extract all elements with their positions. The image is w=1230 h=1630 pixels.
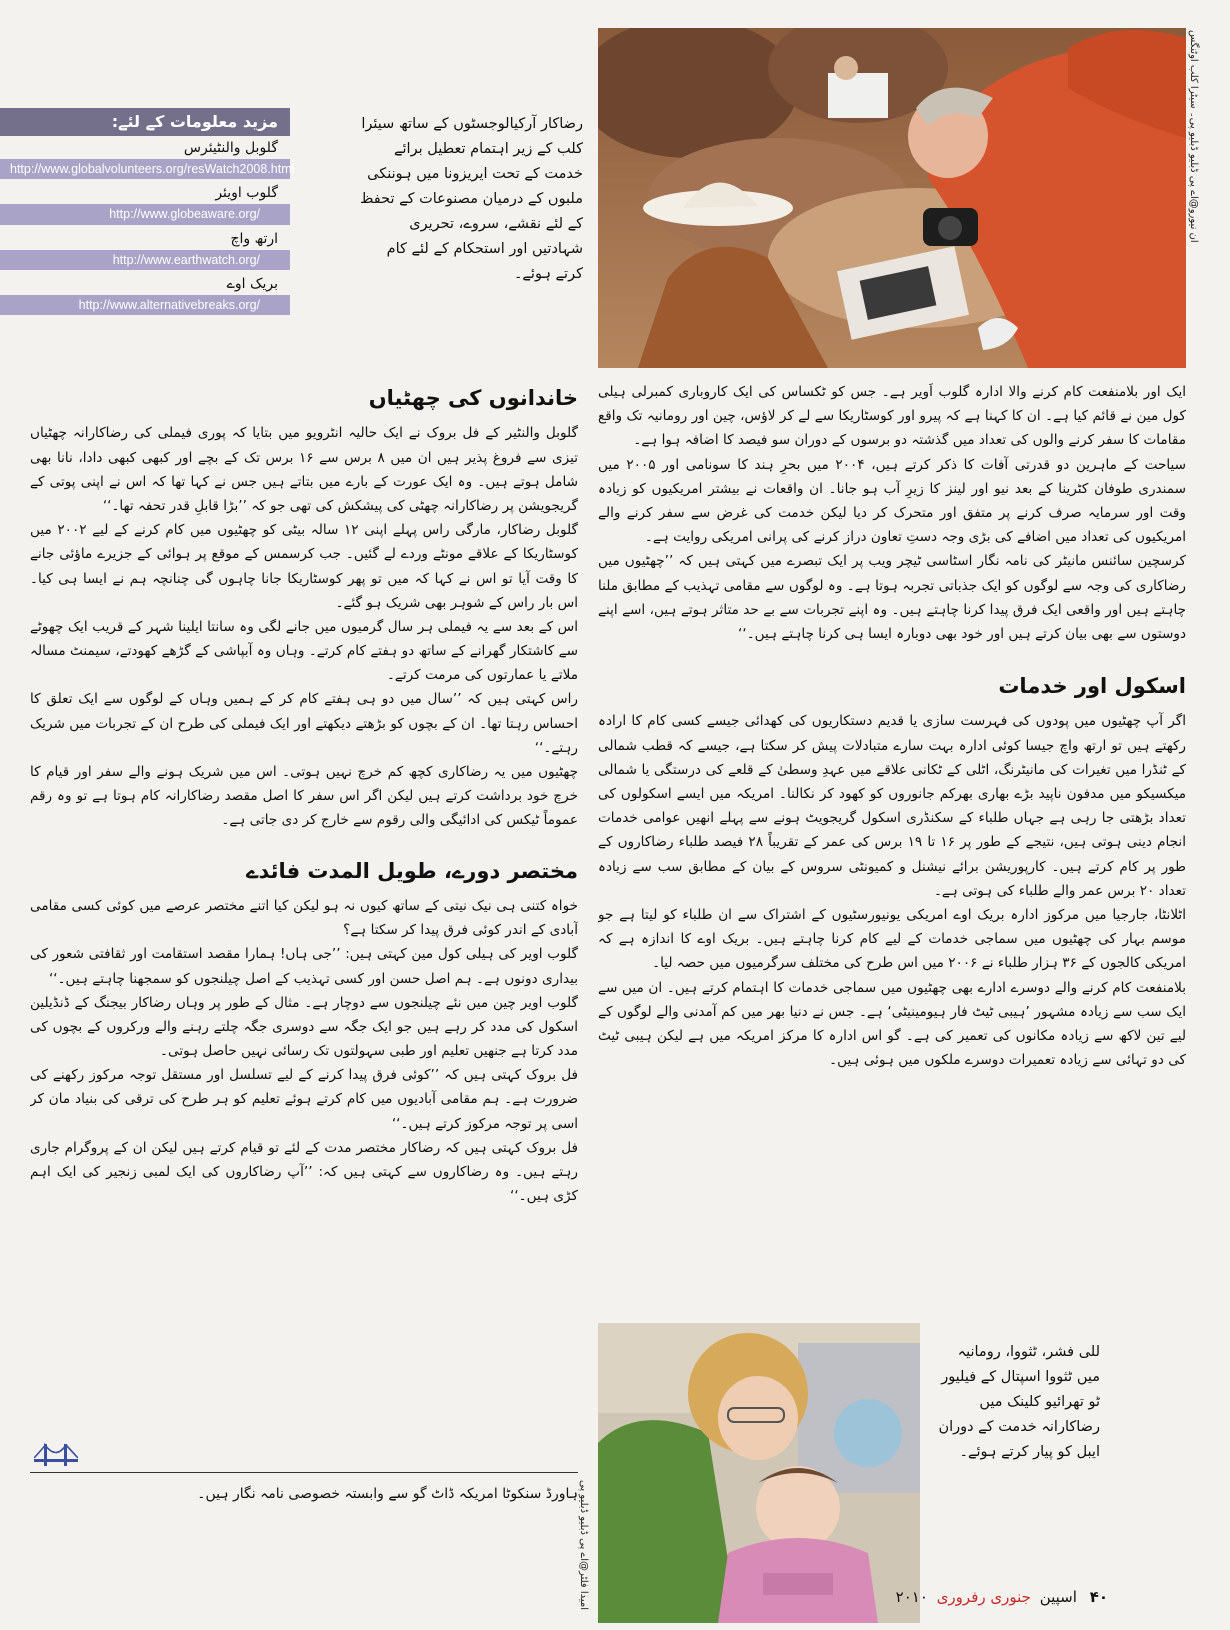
section-heading-short-trips: مختصر دورے، طویل المدت فائدے xyxy=(246,858,578,883)
info-item-name: بریک اوے xyxy=(226,275,278,292)
info-item xyxy=(0,227,290,270)
paragraph: فل بروک کہتی ہیں کہ ’’کوئی فرق پیدا کرنے کے لیے تسلسل اور مستقل توجہ مرکوز رکھنے کی ضرورت ہے۔ ہم مقامی آبادیوں میں کام کرتے ہوئے تعلیم کو ہر طرح کی ترقی کی بنیاد مان کر اسی پر توجہ مرکوز کرتے ہیں۔‘‘ xyxy=(30,1067,578,1132)
author-note: ہاورڈ سنکوٹا امریکہ ڈاٹ گو سے وابستہ خصوصی نامہ نگار ہیں۔ xyxy=(197,1486,578,1502)
info-item-link[interactable]: http://www.globalvolunteers.org/resWatch2008.html xyxy=(0,159,290,179)
info-item xyxy=(0,136,295,179)
bottom-photo-caption: للی فشر، ٹثووا، رومانیہ میں ٹثووا اسپتال کے فیلیور ٹو تھرائیو کلینک میں رضاکارانہ خدمت کے دوران ایبل کو پیار کرتے ہوئے۔ xyxy=(938,1344,1100,1460)
archaeology-photo-illustration xyxy=(598,28,1186,368)
section-heading-schools: اسکول اور خدمات xyxy=(998,674,1186,699)
info-item xyxy=(0,272,290,315)
right-column xyxy=(598,380,1186,1335)
bridge-icon xyxy=(34,1442,78,1468)
paragraph: بلامنفعت کام کرنے والے دوسرے ادارے بھی چھٹیوں میں سماجی خدمات کا اہتمام کرتے ہیں۔ ان میں سے ایک سب سے زیادہ مشہور ’ہیبی ٹیٹ فار ہیومینیٹی‘ ہے۔ جس نے دنیا بھر میں کم آمدنی والے لوگوں کے لیے تین لاکھ سے زیادہ مکانوں کی تعمیر کی ہے۔ گو اس ادارہ کا مرکز امریکہ میں ہے لیکن ہیبی ٹیٹ کی دو تہائی سے زیادہ تعمیرات دوسرے ملکوں میں ہوئی ہیں۔ xyxy=(598,979,1186,1069)
more-info-box xyxy=(0,108,295,317)
paragraph: گلوب اویر چین میں نئے چیلنجوں سے دوچار ہے۔ مثال کے طور پر وہاں رضاکار بیجنگ کے ڈنڈیلین اسکول کی مدد کر رہے ہیں جو ایک جگہ سے دوسری جگہ چلتے رہنے والے ورکروں کے بچوں کی مدد کرتا ہے جنھیں تعلیم اور طبی سہولتوں تک رسائی نہیں حاصل ہوتی۔ xyxy=(30,994,578,1060)
paragraph: اٹلانٹا، جارجیا میں مرکوز ادارہ بریک اوے امریکی یونیورسٹیوں کے اشتراک سے ان طلباء کو لیتا ہے جو موسم بہار کی چھٹیوں میں سماجی خدمات کے لیے کام کرنا چاہتے ہیں۔ بریک اوے کا اندازہ ہے کہ امریکی کالجوں کے ۳۶ ہزار طلباء نے ۲۰۰۶ میں اس طرح کی مختلف سرگرمیوں میں حصہ لیا۔ xyxy=(598,906,1186,972)
paragraph: راس کہتی ہیں کہ ’’سال میں دو ہی ہفتے کام کر کے ہمیں وہاں کے لوگوں سے ایک تعلق کا احساس رہتا تھا۔ ان کے بچوں کو بڑھتے دیکھتے اور ایک فیملی کی طرح ان کے تجربات میں شریک رہتے۔‘‘ xyxy=(30,691,578,756)
volunteer-baby-photo-illustration xyxy=(598,1323,920,1623)
info-item-link[interactable]: http://www.earthwatch.org/ xyxy=(0,250,290,270)
top-photo-credit: ان نیورو@اے پی ڈبلیو ڈبلیو پی۔ سیٹرا کلب اوٹنگس xyxy=(1188,30,1199,243)
magazine-name: اسپین xyxy=(1039,1588,1077,1606)
issue-year: ۲۰۱۰ xyxy=(895,1588,928,1606)
info-item-link[interactable]: http://www.alternativebreaks.org/ xyxy=(0,295,290,315)
paragraph: سیاحت کے ماہرین دو قدرتی آفات کا ذکر کرتے ہیں، ۲۰۰۴ میں بحرِ ہند کا سونامی اور ۲۰۰۵ میں سمندری طوفان کٹرینا کے بعد نیو اور لینز کا زیرِ آب ہو جانا۔ ان واقعات نے بیشتر امریکیوں کو زیادہ وقت اور سرمایہ صرف کرنے پر متفق اور متحرک کر دیا لیکن خدمت کی غرض سے سفر کرنے والے امریکیوں کی تعداد میں اضافے کی بڑی وجہ دستِ تعاون دراز کرنے کی پرانی امریکی روایت ہے۔ xyxy=(598,456,1186,546)
archaeology-photo xyxy=(598,28,1186,368)
section-heading-family: خاندانوں کی چھٹیاں xyxy=(368,386,578,410)
left-column xyxy=(30,380,578,1460)
paragraph: گلوبل رضاکار، مارگی راس پہلے اپنی ۱۲ سالہ بیٹی کو چھٹیوں میں کام کرنے کے لیے ۲۰۰۲ میں کوسٹاریکا کے علاقے مونٹے وردے لے گئیں۔ جب کرسمس کے موقع پر ہوائی کے جزیرے ماؤئی جانے کا وقت آیا تو اس نے کہا کہ میں تو پھر کوسٹاریکا جانا چاہوں گی چنانچہ ہم نے ایسا ہی کیا۔ اس بار راس کے شوہر بھی شریک ہو گئے۔ xyxy=(30,522,578,611)
paragraph: گلوب اویر کی ہیلی کول مین کہتی ہیں: ’’جی ہاں! ہمارا مقصد استقامت اور ثقافتی شعور کی بیداری دونوں ہے۔ ہم اصل حسن اور کسی تہذیب کے اصل چیلنجوں کو سمجھنا چاہتے ہیں۔‘‘ xyxy=(30,946,578,987)
info-item-name: ارتھ واچ xyxy=(230,230,278,247)
info-item-name: گلوب اویئر xyxy=(215,185,278,202)
paragraph: اس کے بعد سے یہ فیملی ہر سال گرمیوں میں جانے لگی وہ سانتا ایلینا شہر کے قریب ایک چھوٹے سے کاشتکار گھرانے کے ساتھ دو ہفتے کام کرتے۔ وہاں وہ آبپاشی کے گڑھے کھودتے، سیمنٹ مسالہ ملاتے یا عمارتوں کی مرمت کرتے۔ xyxy=(30,618,578,684)
top-photo-caption: رضاکار آرکیالوجسٹوں کے ساتھ سیئرا کلب کے زیر اہتمام تعطیل برائے خدمت کے تحت ایریزونا میں ہوننکی ملبوں کے درمیان مصنوعات کے تحفظ کے لئے نقشے، سروے، تحریری شہادتیں اور استحکام کے لئے کام کرتے ہوئے۔ xyxy=(359,116,583,282)
paragraph: گلوبل والنٹیر کے فل بروک نے ایک حالیہ انٹرویو میں بتایا کہ پوری فیملی کی رضاکارانہ چھٹیاں تیزی سے فروغ پذیر ہیں ان میں ۸ برس سے ۱۶ برس تک کے بچے اور کبھی کبھی دادا، نانا بھی شامل ہوتے ہیں۔ وہ ایک عورت کے بارے میں بتاتے ہیں جس نے کہا تھا کہ اس نے اپنی پوتی کے گریجویشن پر رضاکارانہ چھٹی کی پیشکش کی تھی جو کہ ’’بڑا قابلِ قدر تحفہ تھا۔‘‘ xyxy=(30,425,578,514)
issue-months: جنوری رفروری xyxy=(936,1588,1031,1606)
bottom-photo-credit: امیدا فلٹر@اے پی ڈبلیو ڈبلیو پی xyxy=(578,1480,589,1611)
volunteer-baby-photo xyxy=(598,1323,920,1623)
page-number: ۴۰ xyxy=(1089,1588,1108,1606)
info-item xyxy=(0,181,290,224)
divider xyxy=(30,1472,578,1473)
info-item-link[interactable]: http://www.globeaware.org/ xyxy=(0,204,290,224)
more-info-title: مزید معلومات کے لئے: xyxy=(0,108,290,136)
info-item-name: گلوبل والنٹیئرس xyxy=(183,140,278,156)
paragraph: اگر آپ چھٹیوں میں پودوں کی فہرست سازی یا قدیم دستکاریوں کی کھدائی جیسے کسی کام کا ارادہ رکھتے ہیں تو ارتھ واچ جیسا کوئی ادارہ بہت سارے متبادلات پیش کر سکتا ہے، جیسے کہ قطب شمالی کے ٹنڈرا میں تغیرات کی مانیٹرنگ، اٹلی کے ٹکانی علاقے میں عہدِ وسطیٰ کے قلعے کی درستگی یا شمالی میکسیکو میں مدفون ناپید بڑے بھاری بھرکم جانوروں کو کھود کر نکالنا۔ امریکہ میں ایسے اسکولوں کی تعداد بڑھتی جا رہی ہے جہاں طلباء کے سکنڈری اسکول گریجویٹ ہونے سے پہلے انھیں عوامی خدمات انجام دینی ہوتی ہیں، نتیجے کے طور پر ۱۶ تا ۱۹ برس کی عمر کے تقریباً ۲۸ فیصد طلباء رضاکاروں کے طور پر کام کرتے ہیں۔ کارپوریشن برائے نیشنل و کمیونٹی سروس کے بیان کے مطابق سب سے زیادہ تعداد ۲۰ برس عمر والے طلباء کی ہوتی ہے۔ xyxy=(598,713,1186,899)
paragraph: چھٹیوں میں یہ رضاکاری کچھ کم خرچ نہیں ہوتی۔ اس میں شریک ہونے والے سفر اور قیام کا خرچ خود برداشت کرتے ہیں لیکن اگر اس سفر کا اصل مقصد رضاکارانہ کام ہوتا ہے تو وہ رقم عموماً ٹیکس کی ادائیگی والی رقوم سے خارج کر دی جاتی ہے۔ xyxy=(30,764,578,829)
paragraph: خواہ کتنی ہی نیک نیتی کے ساتھ کیوں نہ ہو لیکن کیا اتنے مختصر عرصے میں کوئی کسی مقامی آبادی کے اندر کوئی فرق پیدا کر سکتا ہے؟ xyxy=(30,897,578,939)
page-footer xyxy=(895,1588,1108,1606)
paragraph: ایک اور بلامنفعت کام کرنے والا ادارہ گلوب اَویر ہے۔ جس کو ٹکساس کی ایک کاروباری کمبرلی ہیلی کول مین نے قائم کیا ہے۔ ان کا کہنا ہے کہ پیرو اور کوسٹاریکا سے لے کر لاؤس، چین اور رومانیہ تک واقع مقامات کا سفر کرنے والوں کی تعداد میں گذشتہ دو برسوں کے دوران سو فیصد کا اضافہ ہوا ہے۔ xyxy=(598,384,1186,449)
paragraph: کرسچین سائنس مانیٹر کی نامہ نگار اسٹاسی ٹیچر ویب پر ایک تبصرے میں کہتی ہیں کہ ’’چھٹیوں میں رضاکاری کی وجہ سے لوگوں کو ایک جذباتی تجربہ ہوتا ہے۔ وہ لوگوں سے مقامی تہذیب کے مطابق ملنا چاہتے ہیں اور واقعی ایک فرق پیدا کرنا چاہتے ہیں۔ وہ اپنے تجربات سے بے حد متاثر ہوتے ہیں، اسے اپنے دوستوں سے بھی بیان کرتے ہیں اور خود بھی دوبارہ ایسا ہی کرنا چاہتے ہیں۔‘‘ xyxy=(598,553,1186,642)
paragraph: فل بروک کہتی ہیں کہ رضاکار مختصر مدت کے لئے تو قیام کرتے ہیں لیکن ان کے پروگرام جاری رہتے ہیں۔ وہ رضاکاروں سے کہتی ہیں کہ: ’’آپ رضاکاروں کی ایک لمبی زنجیر کی ایک اہم کڑی ہیں۔‘‘ xyxy=(30,1139,578,1205)
